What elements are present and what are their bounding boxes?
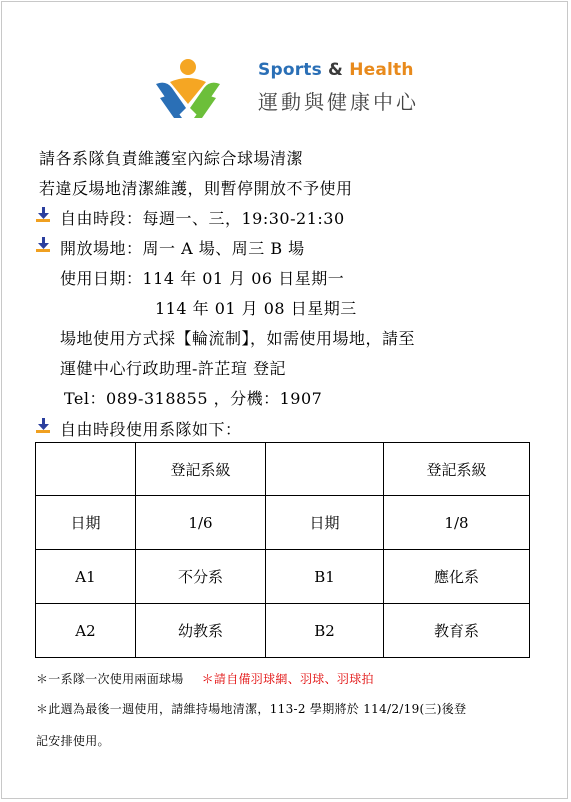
brand-sports-text: Sports: [258, 60, 322, 80]
brand-amp-text: &: [321, 60, 350, 80]
usage-date-1: 使用日期：114 年 01 月 06 日星期一: [60, 269, 345, 288]
table-cell: 應化系: [384, 550, 530, 604]
table-cell: 日期: [266, 496, 384, 550]
table-row: [36, 496, 530, 550]
free-time-slot: 自由時段：每週一、三，19:30-21:30: [60, 209, 345, 228]
usage-date-2: 114 年 01 月 08 日星期三: [155, 299, 357, 318]
table-cell: A2: [36, 604, 136, 658]
note-1: [36, 670, 374, 687]
registration-contact: 運健中心行政助理-許芷瑄 登記: [60, 359, 286, 378]
table-cell: 不分系: [136, 550, 266, 604]
schedule-table: [35, 442, 530, 658]
teams-list-heading: 自由時段使用系隊如下：: [60, 420, 242, 439]
sports-health-logo-icon: [152, 58, 224, 122]
phone-number: Tel：089-318855 ，分機：1907: [64, 389, 323, 408]
notice-line-1: 請各系隊負責維護室內綜合球場清潔: [39, 149, 304, 168]
brand-chinese-name: 運動與健康中心: [258, 90, 419, 114]
notice-line-2: 若違反場地清潔維護，則暫停開放不予使用: [39, 179, 353, 198]
brand-english-name: [258, 60, 414, 80]
table-header-row: [36, 443, 530, 496]
download-arrow-bullet-icon: [36, 418, 52, 434]
download-arrow-bullet-icon: [36, 207, 52, 223]
usage-method: 場地使用方式採【輪流制】，如需使用場地，請至: [60, 329, 416, 348]
note-2-line-2: 記安排使用。: [36, 734, 110, 748]
table-cell: 1/6: [136, 496, 266, 550]
table-cell: B1: [266, 550, 384, 604]
table-cell: [266, 443, 384, 496]
table-cell: 教育系: [384, 604, 530, 658]
table-row: [36, 604, 530, 658]
table-cell: [36, 443, 136, 496]
table-cell: 登記系級: [136, 443, 266, 496]
table-cell: 日期: [36, 496, 136, 550]
note-1-warning: ＊請自備羽球網、羽球、羽球拍: [201, 672, 374, 686]
table-cell: 登記系級: [384, 443, 530, 496]
note-2-line-1: ＊此週為最後一週使用，請維持場地清潔，113-2 學期將於 114/2/19(三)後登: [36, 702, 467, 716]
brand-health-text: Health: [349, 60, 414, 80]
download-arrow-bullet-icon: [36, 237, 52, 253]
open-venue: 開放場地：周一 A 場、周三 B 場: [60, 239, 305, 258]
table-cell: A1: [36, 550, 136, 604]
table-cell: 幼教系: [136, 604, 266, 658]
note-1-text: ＊一系隊一次使用兩面球場: [36, 672, 184, 686]
table-row: [36, 550, 530, 604]
table-cell: 1/8: [384, 496, 530, 550]
table-cell: B2: [266, 604, 384, 658]
